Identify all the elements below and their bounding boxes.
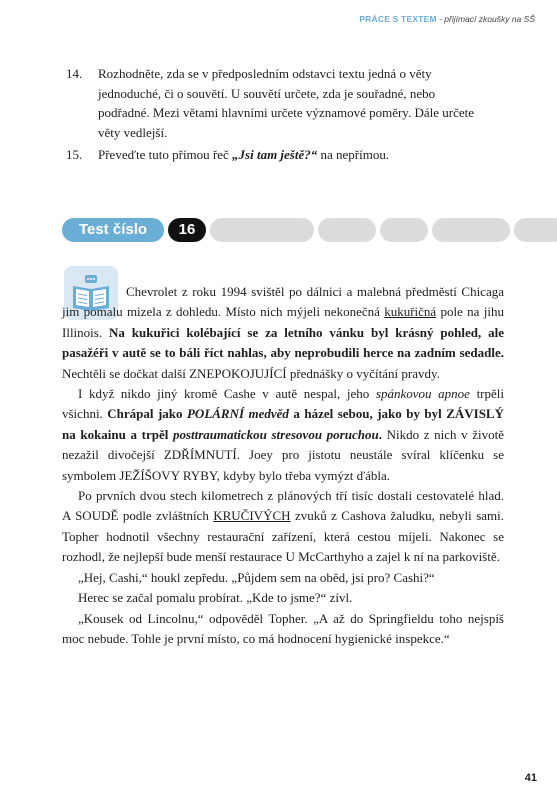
text-run: trpěli všichni. <box>62 386 505 422</box>
paragraph-2 <box>62 384 504 486</box>
test-label: Test číslo <box>62 218 164 242</box>
question-text-part: na nepřímou. <box>317 147 390 162</box>
progress-pill <box>514 218 557 242</box>
running-head-subtitle: - přijímací zkoušky na SŠ <box>436 14 535 24</box>
bold-italic-phrase: POLÁRNÍ medvěd <box>186 406 289 422</box>
text-run: zvuků z Cashova žaludku, nebyli sami. Topher hodnotil všechny restaurační zařízení, která cestou míjeli. Nakonec se rozhodl, že nejlepší bude menší restaurace U McCarthyho a zajel k ní na parkoviště. <box>62 508 504 565</box>
progress-pill <box>318 218 376 242</box>
direct-speech-quote: „Jsi tam ještě?“ <box>232 147 318 162</box>
text-run: Nechtěli se dočkat další ZNEPOKOJUJÍCÍ přednášky o vyčítání pravdy. <box>62 365 440 381</box>
test-number-badge: 16 <box>168 218 206 242</box>
reading-text <box>62 282 504 649</box>
progress-pill <box>210 218 314 242</box>
bold-sentence: Na kukuřici kolébající se za letního vánku byl krásný pohled, ale pasažéři v autě se to báli říct nahlas, aby neprobudili herce na zadním sedadle. <box>62 324 504 361</box>
question-text: Rozhodněte, zda se v předposledním odstavci textu jedná o věty jednoduché, či o souvětí. U souvětí určete, zda je souřadné, nebo podřadné. Mezi větami hlavními určete významové poměry. Dále určete věty vedlejší. <box>98 66 475 140</box>
running-head-section: PRÁCE S TEXTEM <box>359 14 437 24</box>
paragraph-5: Herec se začal pomalu probírat. „Kde to jsme?“ zívl. <box>78 590 353 606</box>
question-text <box>98 145 486 165</box>
italic-phrase: spánkovou apnoe <box>375 386 470 402</box>
paragraph-4: „Hej, Cashi,“ houkl zepředu. „Půjdem sem na oběd, jsi pro? Cashi?“ <box>78 569 435 585</box>
paragraph-3 <box>62 486 504 568</box>
underlined-word: kukuřičná <box>384 304 437 320</box>
text-run: Chevrolet z roku 1994 svištěl po dálnici a malebná předměstí Chicaga jim pomalu mizela z dohledu. Místo nich mýjeli nekonečná <box>62 284 504 320</box>
progress-pill <box>380 218 428 242</box>
question-14 <box>66 64 486 142</box>
underlined-word: KRUČIVÝCH <box>213 508 291 524</box>
question-number: 14. <box>66 66 83 81</box>
question-15 <box>66 145 486 165</box>
question-text-part: Převeďte tuto přímou řeč <box>98 147 233 162</box>
question-number: 15. <box>66 147 83 162</box>
paragraph-6: „Kousek od Lincolnu,“ odpověděl Topher. „A až do Springfieldu toho nejspíš moc nebude. Tohle je první místo, co má hodnocení hygienické inspekce.“ <box>62 610 504 646</box>
question-list <box>66 64 486 168</box>
test-header-bar <box>62 218 504 242</box>
text-run: pole na jihu Illinois. <box>62 304 504 340</box>
bold-sentence: Chrápal jako <box>107 406 187 422</box>
bold-sentence: . <box>378 426 382 442</box>
bold-italic-phrase: posttraumatickou stresovou poruchou <box>172 426 379 442</box>
running-head <box>359 14 535 24</box>
text-run: I když nikdo jiný kromě Cashe v autě nespal, jeho <box>78 386 376 402</box>
progress-pill <box>432 218 510 242</box>
text-run: Po prvních dvou stech kilometrech z plánových tří tisíc dostali cestovatelé hlad. A SOUDĚ podle zvláštních <box>62 488 504 524</box>
page-number: 41 <box>524 772 537 784</box>
paragraph-1 <box>62 282 504 384</box>
bold-sentence: a házel sebou, jako by byl ZÁVISLÝ na kokainu a trpěl <box>62 406 504 442</box>
text-run: Nikdo z nich v životě nezažil divočejší ZDŘÍMNUTÍ. Joey pro jistotu neustále svíral klíčenku se symbolem JEŽÍŠOVY RYBY, kdyby bylo třeba vymýzt ďábla. <box>62 426 504 483</box>
